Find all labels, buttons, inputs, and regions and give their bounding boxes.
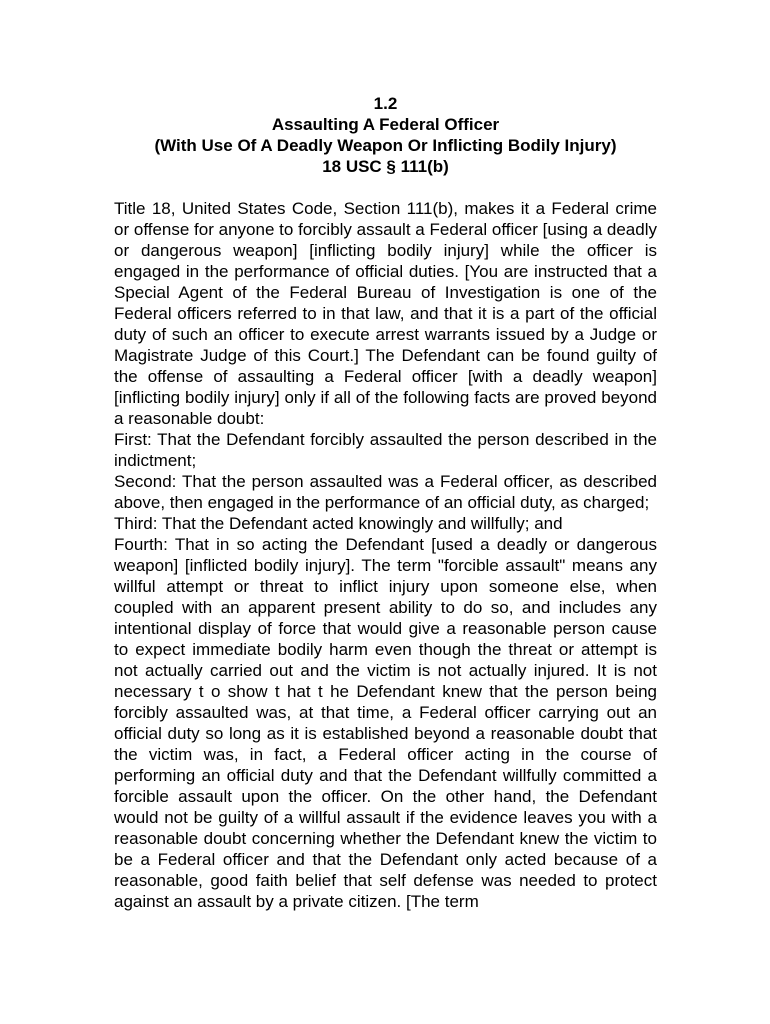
document-page — [114, 93, 657, 912]
heading-spacer — [114, 177, 657, 198]
element-fourth: Fourth: That in so acting the Defendant [used a deadly or dangerous weapon] [inflicted bodily injury]. The term "forcible assault" means any willful attempt or threat to inflict injury upon someone else, when coupled with an apparent present ability to do so, and includes any intentional display of force that would give a reasonable person cause to expect immediate bodily harm even though the threat or attempt is not actually carried out and the victim is not actually injured. It is not necessary t o show t hat t he Defendant knew that the person being forcibly assaulted was, at that time, a Federal officer carrying out an official duty so long as it is established beyond a reasonable doubt that the victim was, in fact, a Federal officer acting in the course of performing an official duty and that the Defendant willfully committed a forcible assault upon the officer. On the other hand, the Defendant would not be guilty of a willful assault if the evidence leaves you with a reasonable doubt concerning whether the Defendant knew the victim to be a Federal officer and that the Defendant only acted because of a reasonable, good faith belief that self defense was needed to protect against an assault by a private citizen. [The term — [114, 535, 657, 911]
element-first: First: That the Defendant forcibly assaulted the person described in the indictment; — [114, 430, 657, 470]
instruction-heading — [114, 93, 657, 177]
statute-citation: 18 USC § 111(b) — [322, 157, 449, 176]
instruction-title: Assaulting A Federal Officer — [271, 115, 500, 134]
intro-paragraph: Title 18, United States Code, Section 111(b), makes it a Federal crime or offense for anyone to forcibly assault a Federal officer [using a deadly or dangerous weapon] [inflicting bodily injury] while the officer is engaged in the performance of official duties. [You are instructed that a Special Agent of the Federal Bureau of Investigation is one of the Federal officers referred to in that law, and that it is a part of the official duty of such an officer to execute arrest warrants issued by a Judge or Magistrate Judge of this Court.] The Defendant can be found guilty of the offense of assaulting a Federal officer [with a deadly weapon] [inflicting bodily injury] only if all of the following facts are proved beyond a reasonable doubt: — [114, 199, 657, 428]
element-third: Third: That the Defendant acted knowingly and willfully; and — [114, 514, 563, 533]
instruction-subtitle: (With Use Of A Deadly Weapon Or Inflicting Bodily Injury) — [154, 136, 617, 155]
element-second: Second: That the person assaulted was a Federal officer, as described above, then engaged in the performance of an official duty, as charged; — [114, 472, 657, 512]
instruction-number: 1.2 — [373, 94, 398, 113]
instruction-body — [114, 198, 657, 912]
